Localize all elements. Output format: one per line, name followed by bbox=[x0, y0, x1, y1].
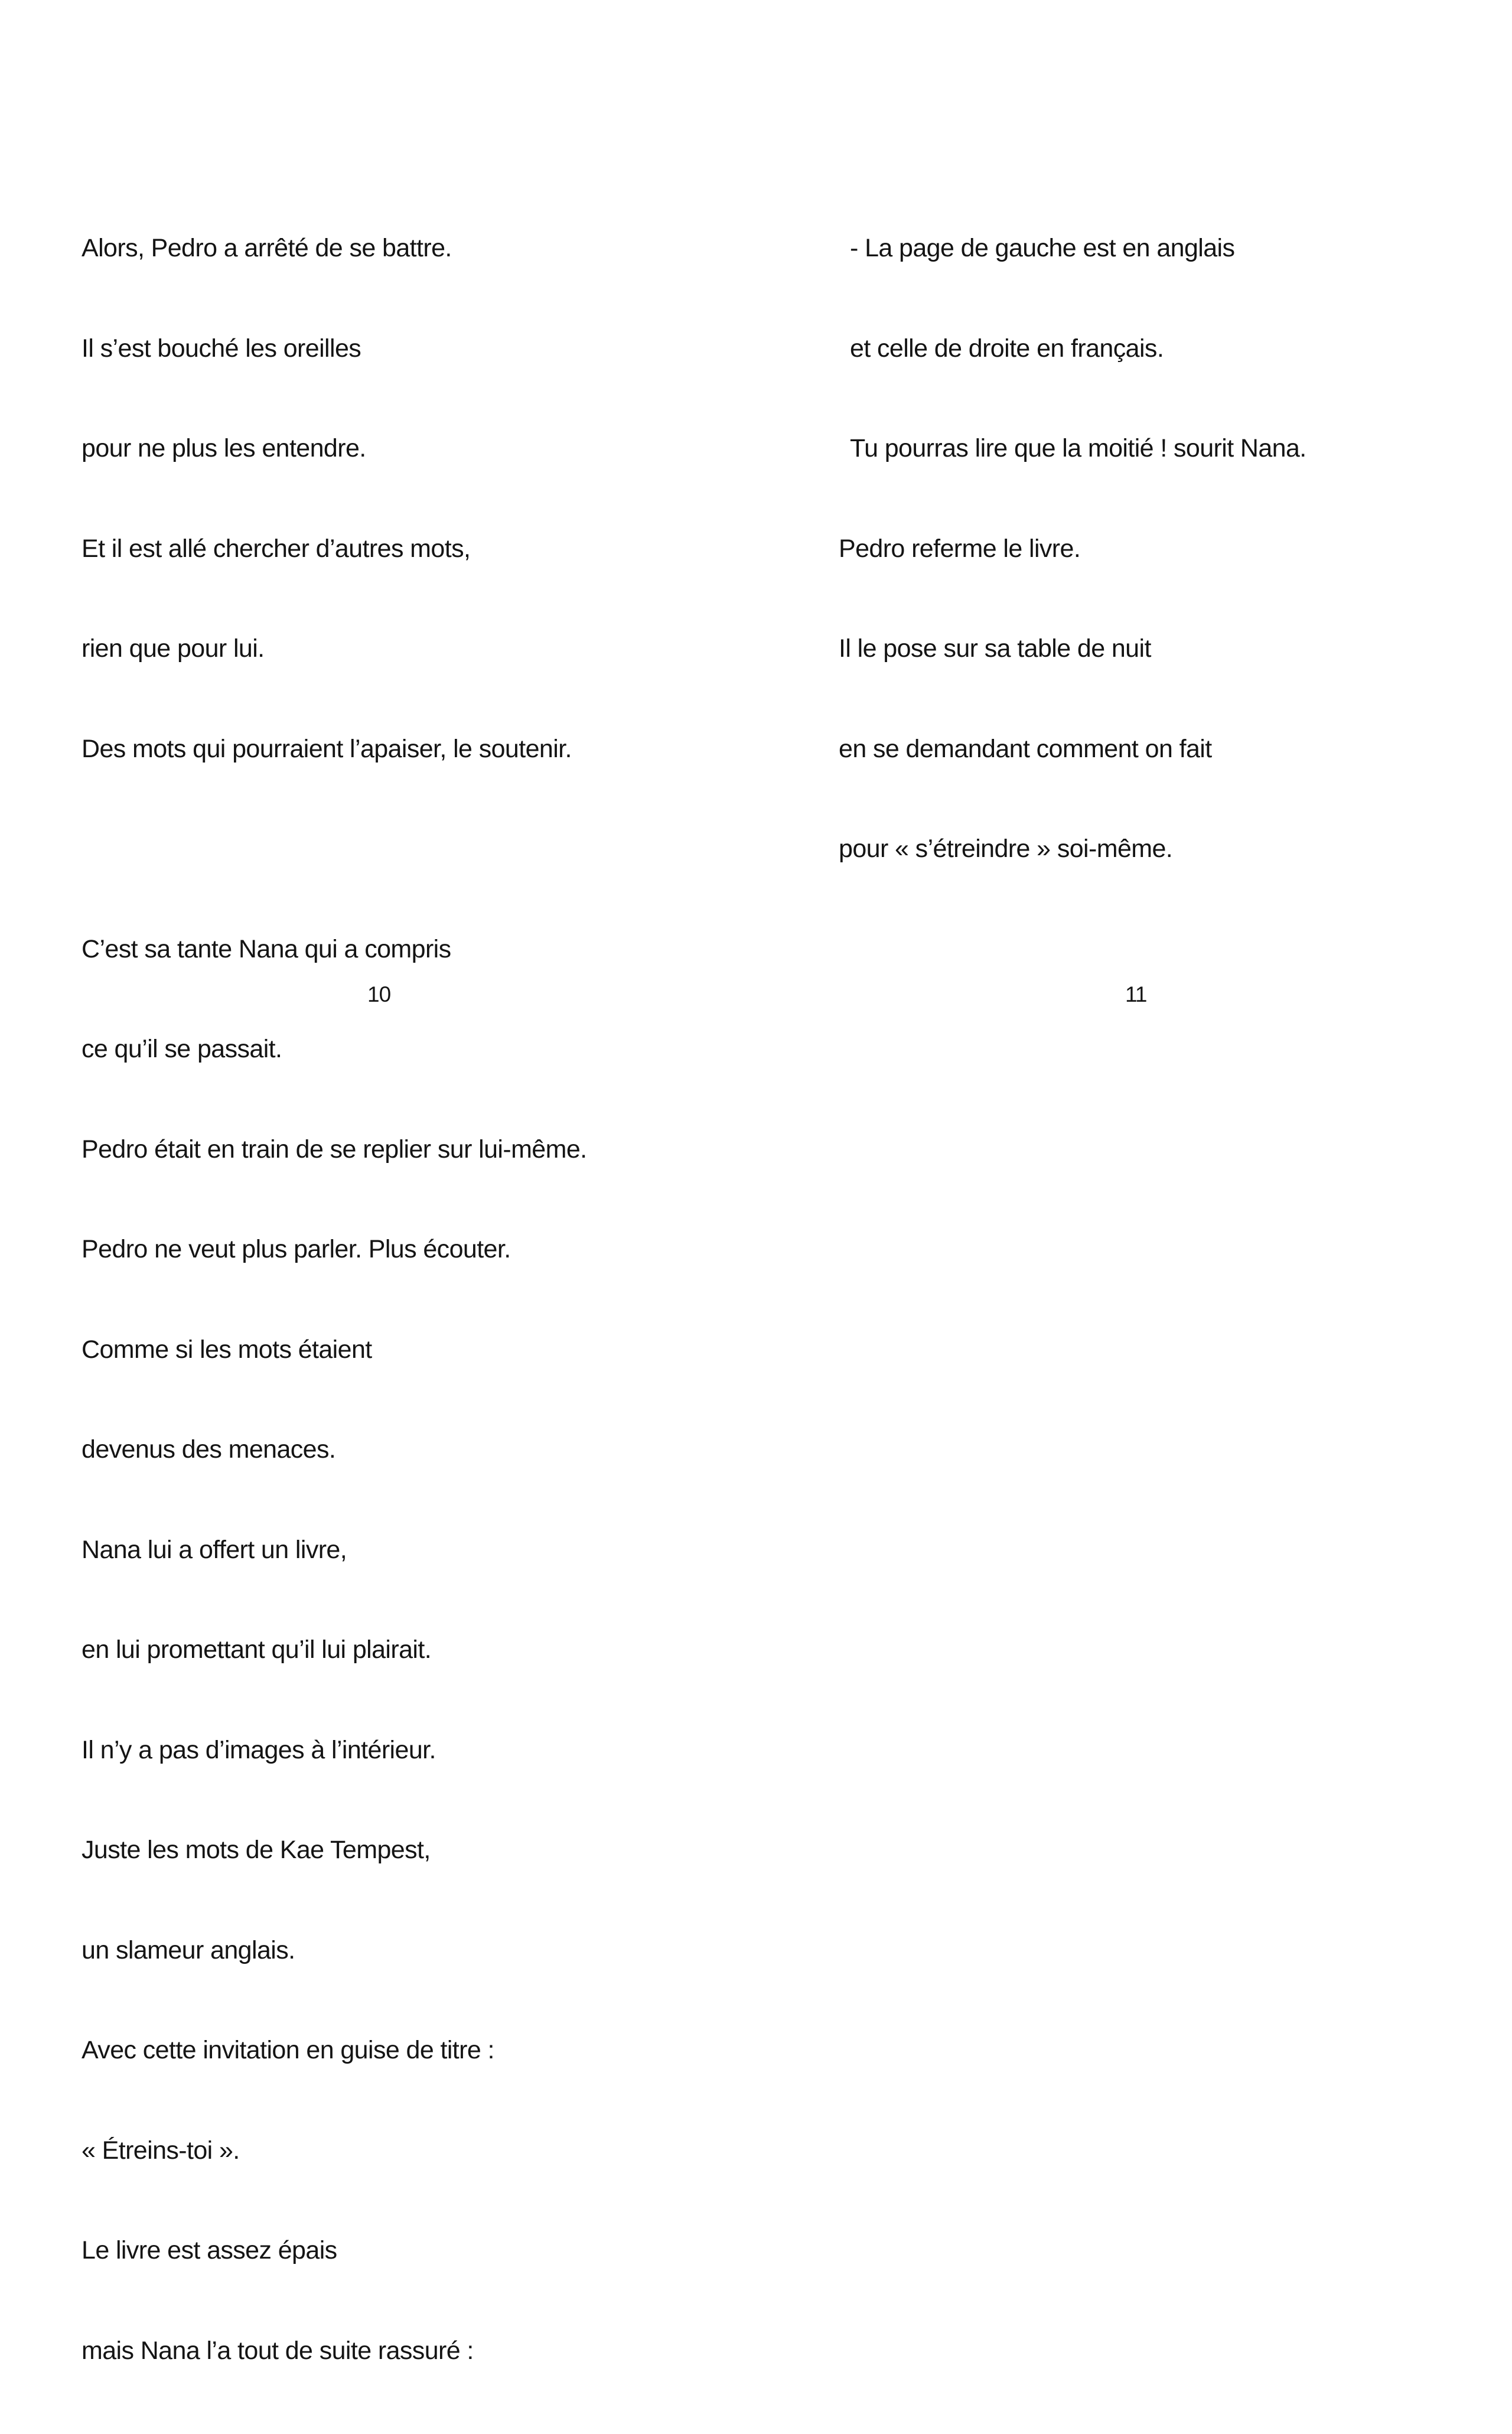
text-line: en se demandant comment on fait bbox=[839, 734, 1212, 763]
text-line: Il n’y a pas d’images à l’intérieur. bbox=[82, 1735, 436, 1764]
text-line: Comme si les mots étaient bbox=[82, 1335, 372, 1364]
text-line: Nana lui a offert un livre, bbox=[82, 1535, 347, 1564]
right-page-text bbox=[839, 165, 1306, 933]
text-line: Des mots qui pourraient l’apaiser, le soutenir. bbox=[82, 734, 572, 763]
text-line: rien que pour lui. bbox=[82, 634, 265, 663]
text-line: Avec cette invitation en guise de titre : bbox=[82, 2036, 494, 2064]
text-line: en lui promettant qu’il lui plairait. bbox=[82, 1635, 432, 1664]
text-line: un slameur anglais. bbox=[82, 1936, 295, 1964]
text-line: Il le pose sur sa table de nuit bbox=[839, 634, 1151, 663]
text-line: Alors, Pedro a arrêté de se battre. bbox=[82, 234, 452, 262]
text-line: pour ne plus les entendre. bbox=[82, 434, 366, 462]
paragraph-break bbox=[82, 832, 587, 866]
left-page-text bbox=[82, 165, 587, 2434]
text-line: devenus des menaces. bbox=[82, 1435, 336, 1464]
text-line: pour « s’étreindre » soi-même. bbox=[839, 835, 1173, 863]
page-number-right: 11 bbox=[1125, 982, 1147, 1006]
text-line: Pedro referme le livre. bbox=[839, 534, 1081, 563]
text-line: « Étreins-toi ». bbox=[82, 2136, 240, 2165]
text-line: ce qu’il se passait. bbox=[82, 1035, 282, 1063]
right-page bbox=[756, 0, 1512, 1071]
text-line: Et il est allé chercher d’autres mots, bbox=[82, 534, 471, 563]
text-line: Juste les mots de Kae Tempest, bbox=[82, 1836, 431, 1864]
text-line: C’est sa tante Nana qui a compris bbox=[82, 934, 451, 963]
page-number-left: 10 bbox=[367, 982, 391, 1006]
text-line: Le livre est assez épais bbox=[82, 2236, 337, 2264]
text-line: Pedro était en train de se replier sur lui-même. bbox=[82, 1135, 587, 1164]
dialogue-line: Tu pourras lire que la moitié ! sourit Nana. bbox=[850, 434, 1306, 462]
text-line: Il s’est bouché les oreilles bbox=[82, 334, 361, 363]
left-page bbox=[0, 0, 756, 2365]
dialogue-line: - La page de gauche est en anglais bbox=[850, 234, 1235, 262]
text-line: Pedro ne veut plus parler. Plus écouter. bbox=[82, 1235, 511, 1263]
dialogue-line: et celle de droite en français. bbox=[850, 334, 1164, 363]
text-line: mais Nana l’a tout de suite rassuré : bbox=[82, 2336, 474, 2365]
